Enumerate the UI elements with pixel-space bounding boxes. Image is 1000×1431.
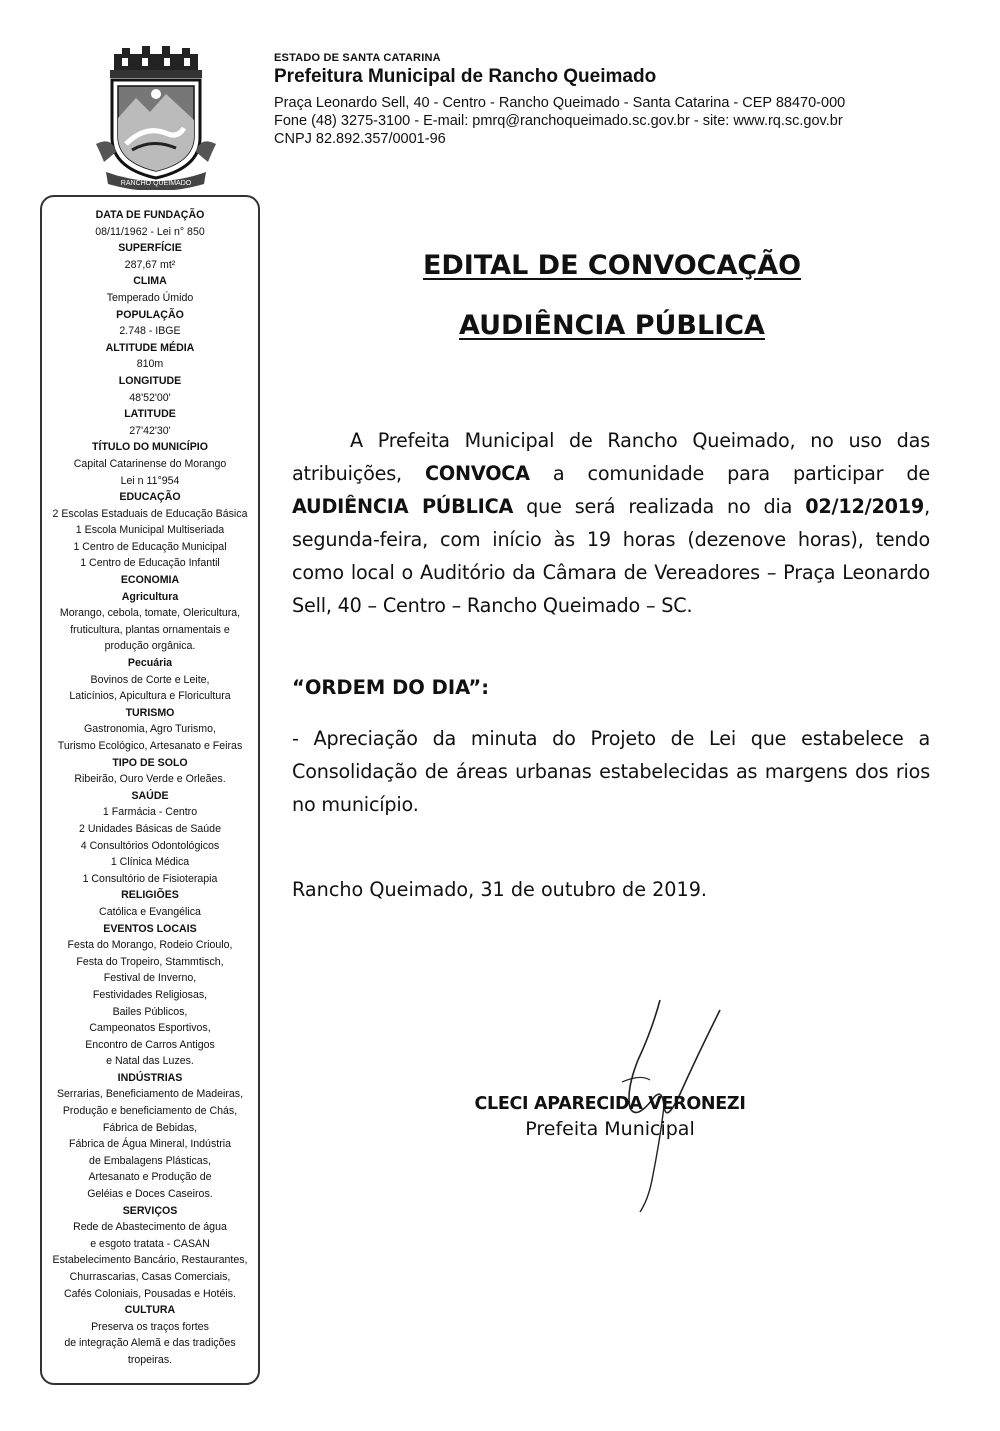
sidebar-value: 1 Consultório de Fisioterapia xyxy=(82,872,218,885)
sidebar-value: Bailes Públicos, xyxy=(112,1005,188,1018)
sidebar-value: Bovinos de Corte e Leite, xyxy=(90,673,210,686)
paragraph-text: A Prefeita Municipal de Rancho Queimado, no uso das atribuições, xyxy=(292,429,930,485)
paragraph-text: , segunda-feira, com início às 19 horas (dezenove horas), tendo como local o Auditório da Câmara de Vereadores – Praça Leonardo Sell, 40 – Centro – Rancho Queimado – SC. xyxy=(292,495,930,617)
sidebar-value: Capital Catarinense do Morango xyxy=(73,457,227,470)
paragraph-text: que será realizada no dia xyxy=(513,495,806,518)
sidebar-value: 1 Clínica Médica xyxy=(110,856,190,869)
sidebar-value: 287,67 mt² xyxy=(124,258,176,271)
sidebar-value: 08/11/1962 - Lei n° 850 xyxy=(95,225,205,238)
agenda-item: - Apreciação da minuta do Projeto de Lei que estabelece a Consolidação de áreas urbanas estabelecidas as margens dos rios no município. xyxy=(292,727,930,816)
sidebar-heading: Agricultura xyxy=(121,590,179,603)
document-title: EDITAL DE CONVOCAÇÃO xyxy=(422,250,802,281)
state-name: ESTADO DE SANTA CATARINA xyxy=(274,52,441,64)
sidebar-value: 2 Escolas Estaduais de Educação Básica xyxy=(52,507,248,520)
cnpj-line: CNPJ 82.892.357/0001-96 xyxy=(274,131,446,147)
sidebar-value: Fábrica de Água Mineral, Indústria xyxy=(69,1138,231,1151)
sidebar-value: Churrascarias, Casas Comerciais, xyxy=(69,1271,231,1283)
sidebar-value: Lei n 11°954 xyxy=(120,474,180,487)
sidebar-heading: CULTURA xyxy=(124,1304,176,1317)
sidebar-value: tropeiras. xyxy=(127,1353,173,1366)
sidebar-value: 1 Centro de Educação Infantil xyxy=(80,557,220,570)
sidebar-heading: DATA DE FUNDAÇÃO xyxy=(95,209,205,221)
convoca-keyword: CONVOCA xyxy=(425,462,530,485)
sidebar-value: Festividades Religiosas, xyxy=(92,988,208,1001)
sidebar-value: Católica e Evangélica xyxy=(99,905,201,918)
sidebar-value: 27'42'30' xyxy=(129,424,171,437)
sidebar-heading: CLIMA xyxy=(133,275,167,288)
convocation-paragraph xyxy=(292,424,930,622)
sidebar-value: Festa do Tropeiro, Stammtisch, xyxy=(76,955,224,968)
municipal-crest-logo xyxy=(92,40,220,190)
audiencia-keyword: AUDIÊNCIA PÚBLICA xyxy=(292,495,514,518)
sidebar-value: 1 Farmácia - Centro xyxy=(102,806,198,819)
sidebar-value: Festival de Inverno, xyxy=(103,972,197,985)
sidebar-heading: Pecuária xyxy=(127,657,173,670)
sidebar-value: e Natal das Luzes. xyxy=(106,1055,194,1068)
municipality-name: Prefeitura Municipal de Rancho Queimado xyxy=(274,66,657,87)
sidebar-heading: EDUCAÇÃO xyxy=(119,491,181,504)
sidebar-value: Festa do Morango, Rodeio Crioulo, xyxy=(67,939,233,952)
sidebar-value: Encontro de Carros Antigos xyxy=(85,1038,215,1051)
signer-role: Prefeita Municipal xyxy=(525,1118,695,1140)
sidebar-value: produção orgânica. xyxy=(104,640,196,653)
sidebar-value: de Embalagens Plásticas, xyxy=(89,1154,211,1167)
sidebar-value: Cafés Coloniais, Pousadas e Hotéis. xyxy=(64,1287,236,1300)
sidebar-heading: LONGITUDE xyxy=(118,374,182,387)
letterhead xyxy=(274,52,974,148)
sidebar-heading: ECONOMIA xyxy=(120,574,180,587)
sidebar-heading: EVENTOS LOCAIS xyxy=(103,922,197,935)
sidebar-heading: SERVIÇOS xyxy=(122,1204,178,1217)
sidebar-value: Rede de Abastecimento de água xyxy=(73,1221,227,1234)
sidebar-value: 4 Consultórios Odontológicos xyxy=(80,839,220,852)
sidebar-value: fruticultura, plantas ornamentais e xyxy=(70,623,230,636)
sidebar-value: 1 Escola Municipal Multiseriada xyxy=(75,524,225,537)
sidebar-value: de integração Alemã e das tradições xyxy=(64,1337,236,1350)
signature-block xyxy=(440,1094,780,1140)
sidebar-heading: TÍTULO DO MUNICÍPIO xyxy=(92,441,208,454)
sidebar-value: e esgoto tratata - CASAN xyxy=(90,1237,210,1250)
sidebar-heading: ALTITUDE MÉDIA xyxy=(105,341,195,354)
dateline: Rancho Queimado, 31 de outubro de 2019. xyxy=(292,878,708,901)
sidebar-heading: LATITUDE xyxy=(124,408,176,421)
sidebar-value: Geléias e Doces Caseiros. xyxy=(87,1188,213,1201)
sidebar-heading: TURISMO xyxy=(125,706,175,719)
sidebar-heading: INDÚSTRIAS xyxy=(117,1071,183,1084)
sidebar-value: Produção e beneficiamento de Chás, xyxy=(62,1105,238,1118)
sidebar-value: 48'52'00' xyxy=(129,391,171,404)
sidebar-value: Fábrica de Bebidas, xyxy=(102,1121,198,1134)
sidebar-value: Ribeirão, Ouro Verde e Orleães. xyxy=(74,773,226,786)
document-subtitle: AUDIÊNCIA PÚBLICA xyxy=(459,310,765,341)
hearing-date: 02/12/2019 xyxy=(805,495,925,518)
crest-banner-text: RANCHO QUEIMADO xyxy=(120,180,192,187)
sidebar-value: Temperado Úmido xyxy=(106,291,194,304)
contact-line: Fone (48) 3275-3100 - E-mail: pmrq@ranchoqueimado.sc.gov.br - site: www.rq.sc.gov.br xyxy=(274,113,843,129)
sidebar-value: Campeonatos Esportivos, xyxy=(89,1022,211,1035)
sidebar-value: Estabelecimento Bancário, Restaurantes, xyxy=(52,1254,248,1267)
sidebar-value: Serrarias, Beneficiamento de Madeiras, xyxy=(56,1088,244,1101)
sidebar-value: Preserva os traços fortes xyxy=(91,1320,209,1333)
sidebar-value: 2.748 - IBGE xyxy=(119,325,181,338)
sidebar-value: Artesanato e Produção de xyxy=(88,1171,212,1184)
agenda-heading: “ORDEM DO DIA”: xyxy=(292,676,490,699)
address-line: Praça Leonardo Sell, 40 - Centro - Rancho Queimado - Santa Catarina - CEP 88470-000 xyxy=(274,95,846,111)
sidebar-heading: POPULAÇÃO xyxy=(116,308,184,321)
sidebar-heading: RELIGIÕES xyxy=(121,889,179,902)
sidebar-heading: SAÚDE xyxy=(131,789,169,802)
sidebar-value: 2 Unidades Básicas de Saúde xyxy=(79,822,221,835)
sidebar-value: Gastronomia, Agro Turismo, xyxy=(84,723,216,736)
sidebar-heading: SUPERFÍCIE xyxy=(118,242,182,255)
sidebar-heading: TIPO DE SOLO xyxy=(112,756,188,769)
sidebar-value: 1 Centro de Educação Municipal xyxy=(73,540,227,553)
paragraph-text: a comunidade para participar de xyxy=(529,462,930,485)
sidebar-value: 810m xyxy=(136,358,164,371)
sidebar-value: Turismo Ecológico, Artesanato e Feiras xyxy=(57,740,243,752)
signer-name: CLECI APARECIDA VERONEZI xyxy=(474,1094,746,1114)
sidebar-value: Laticínios, Apicultura e Floricultura xyxy=(69,690,231,703)
municipality-info-sidebar xyxy=(40,195,260,1385)
sidebar-value: Morango, cebola, tomate, Olericultura, xyxy=(59,607,241,620)
